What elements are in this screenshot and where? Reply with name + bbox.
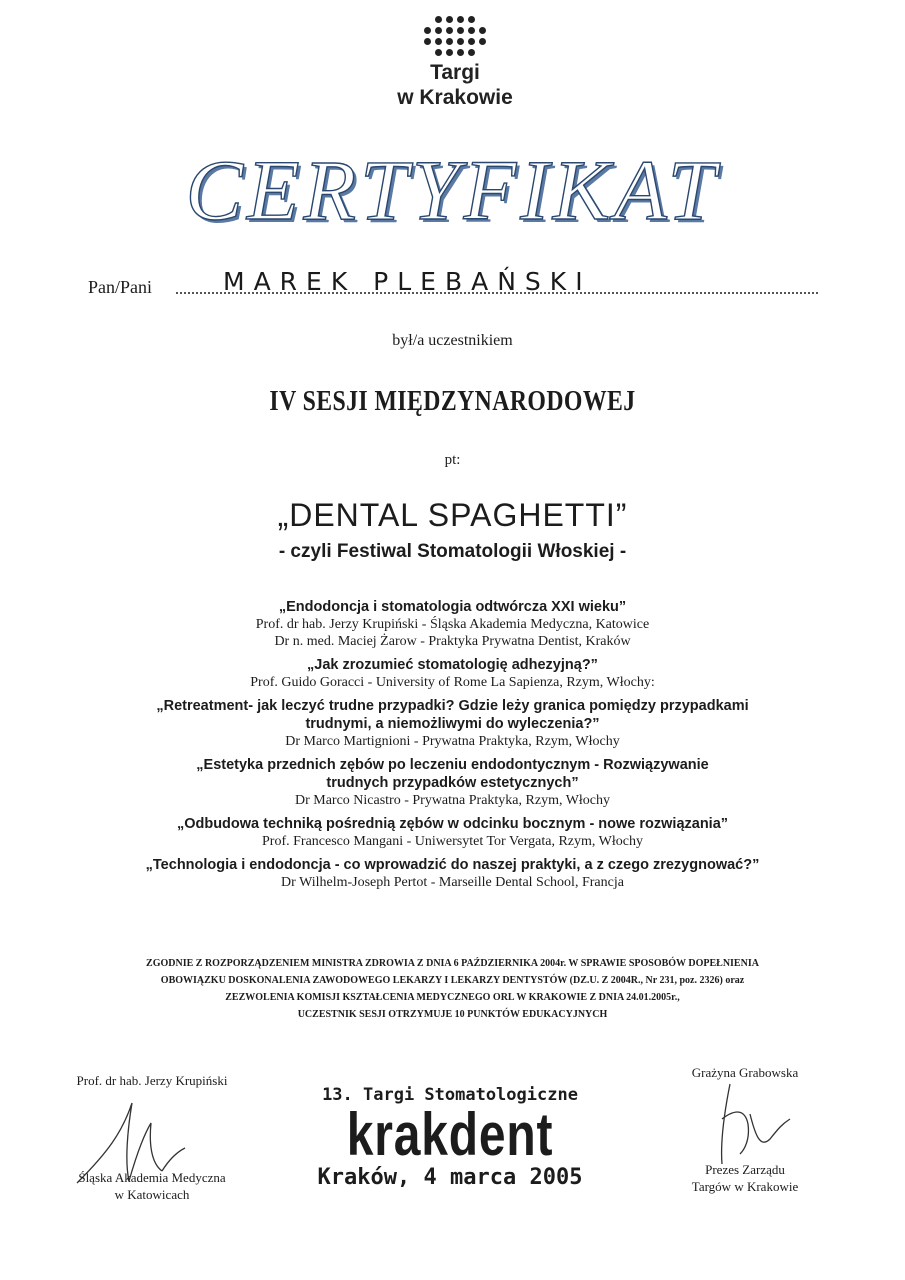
signatory-role-right: Prezes Zarządu xyxy=(705,1162,785,1177)
talk-speaker: Dr n. med. Maciej Żarow - Praktyka Prywatna Dentist, Kraków xyxy=(274,634,631,649)
certificate-title: CERTYFIKAT xyxy=(185,142,720,238)
regulation-line: OBOWIĄZKU DOSKONALENIA ZAWODOWEGO LEKARZY I LEKARZY DENTYSTÓW (DZ.U. Z 2004R., Nr 231, poz. 2326) oraz xyxy=(160,975,745,986)
talk-title: „Technologia i endodoncja - co wprowadzić do naszej praktyki, a z czego zrezygnować?” xyxy=(145,857,760,873)
talk-title: „Odbudowa techniką pośrednią zębów w odcinku bocznym - nowe rozwiązania” xyxy=(176,816,729,832)
talk-speaker: Prof. Guido Goracci - University of Rome La Sapienza, Rzym, Włochy: xyxy=(250,675,655,690)
talk-title: „Estetyka przednich zębów po leczeniu endodontycznym - Rozwiązywanie trudnych przypadków estetycznych” xyxy=(196,757,709,791)
talk-title: „Jak zrozumieć stomatologię adhezyjną?” xyxy=(307,657,598,673)
signatory-org-left: Śląska Akademia Medyczna xyxy=(78,1170,226,1185)
logo-dots-icon xyxy=(422,14,488,58)
event-line1: 13. Targi Stomatologiczne xyxy=(322,1085,578,1105)
talks-list xyxy=(0,598,905,897)
signatory-city-left: w Katowicach xyxy=(114,1187,190,1202)
talk-title: „Retreatment- jak leczyć trudne przypadki? Gdzie leży granica pomiędzy przypadkami trudnymi, a niemożliwymi do wyleczenia?” xyxy=(156,698,749,732)
handwritten-signature-icon xyxy=(700,1079,800,1169)
signature-right xyxy=(660,1065,830,1194)
logo-line1: Targi xyxy=(430,61,480,84)
talk-item xyxy=(0,656,905,691)
talk-item xyxy=(0,756,905,809)
event-date: Kraków, 4 marca 2005 xyxy=(317,1165,583,1190)
talk-item xyxy=(0,856,905,891)
signatory-name-right: Grażyna Grabowska xyxy=(691,1065,799,1080)
talk-speaker: Dr Wilhelm-Joseph Pertot - Marseille Dental School, Francja xyxy=(281,875,624,890)
regulation-line: ZEZWOLENIA KOMISJI KSZTAŁCENIA MEDYCZNEGO ORL W KRAKOWIE Z DNIA 24.01.2005r., xyxy=(225,992,680,1003)
targi-logo xyxy=(380,14,530,108)
talk-speaker: Prof. Francesco Mangani - Uniwersytet Tor Vergata, Rzym, Włochy xyxy=(262,834,643,849)
regulation-line: ZGODNIE Z ROZPORZĄDZENIEM MINISTRA ZDROWIA Z DNIA 6 PAŹDZIERNIKA 2004r. W SPRAWIE SPOSOBÓW DOPEŁNIENIA xyxy=(146,958,759,969)
logo-line2: w Krakowie xyxy=(397,86,513,109)
event-name: „DENTAL SPAGHETTI” xyxy=(277,497,628,533)
signatory-org-right: Targów w Krakowie xyxy=(691,1179,799,1194)
pan-label: Pan/Pani xyxy=(88,277,153,297)
talk-speaker: Prof. dr hab. Jerzy Krupiński - Śląska Akademia Medyczna, Katowice xyxy=(255,617,650,632)
participant-status: był/a uczestnikiem xyxy=(392,332,513,349)
event-subtitle: - czyli Festiwal Stomatologii Włoskiej - xyxy=(278,541,627,562)
talk-title: „Endodoncja i stomatologia odtwórcza XXI wieku” xyxy=(278,599,627,615)
talk-item xyxy=(0,598,905,650)
pt-label: pt: xyxy=(444,452,461,468)
event-brand: krakdent xyxy=(346,1101,554,1168)
talk-speaker: Dr Marco Nicastro - Prywatna Praktyka, Rzym, Włochy xyxy=(294,793,611,808)
signature-left xyxy=(52,1073,252,1202)
talk-item xyxy=(0,697,905,750)
session-title: IV SESJI MIĘDZYNARODOWEJ xyxy=(269,385,636,417)
signatory-name-left: Prof. dr hab. Jerzy Krupiński xyxy=(76,1073,228,1088)
participant-name: MAREK PLEBAŃSKI xyxy=(223,267,592,296)
talk-item xyxy=(0,815,905,850)
regulation-line: UCZESTNIK SESJI OTRZYMUJE 10 PUNKTÓW EDUKACYJNYCH xyxy=(297,1009,608,1020)
regulation-text xyxy=(70,955,835,1023)
participant-row xyxy=(88,268,818,298)
event-block xyxy=(300,1085,600,1190)
talk-speaker: Dr Marco Martignioni - Prywatna Praktyka, Rzym, Włochy xyxy=(285,734,620,749)
